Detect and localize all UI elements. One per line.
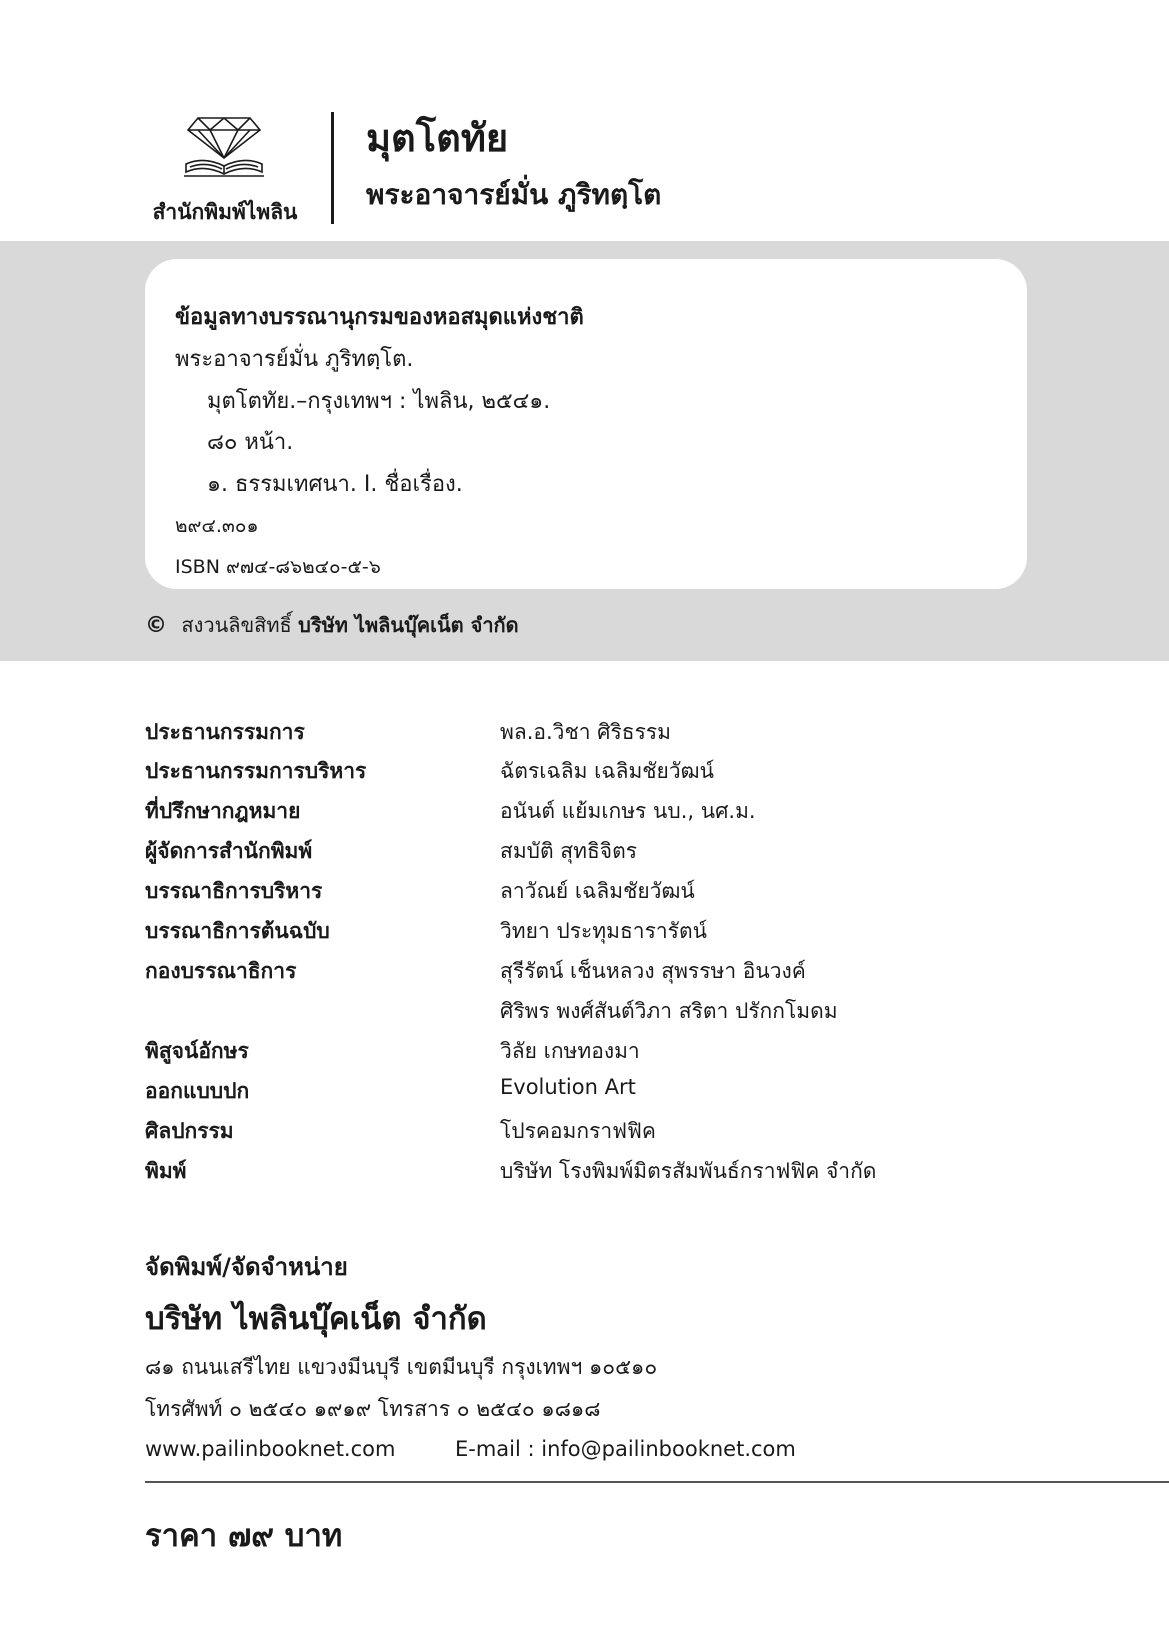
credit-row	[145, 915, 1045, 955]
credit-row	[145, 755, 1045, 795]
credit-name: พล.อ.วิชา ศิริธรรม	[500, 720, 672, 744]
copyright-holder: บริษัท ไพลินบุ๊คเน็ต จำกัด	[298, 613, 519, 637]
publisher-label: จัดพิมพ์/จัดจำหน่าย	[145, 1253, 348, 1281]
credit-row	[145, 1115, 1045, 1155]
publisher-logo	[140, 112, 310, 224]
credit-name: ลาวัณย์ เฉลิมชัยวัฒน์	[500, 879, 695, 903]
credit-role: บรรณาธิการบริหาร	[145, 879, 323, 903]
credit-role: พิมพ์	[145, 1159, 187, 1183]
publisher-website: www.pailinbooknet.com	[145, 1437, 396, 1461]
credit-name: ฉัตรเฉลิม เฉลิมชัยวัฒน์	[500, 759, 714, 783]
catalog-heading: ข้อมูลทางบรรณานุกรมของหอสมุดแห่งชาติ	[175, 305, 584, 330]
catalog-subject: ๑. ธรรมเทศนา. I. ชื่อเรื่อง.	[207, 472, 463, 497]
copyright-text: สงวนลิขสิทธิ์	[181, 613, 292, 637]
credit-name: ศิริพร พงศ์สันต์วิภา สริตา ปรักกโมดม	[500, 999, 838, 1023]
copyright-symbol: ©	[145, 613, 167, 638]
credit-name: วิลัย เกษทองมา	[500, 1039, 640, 1063]
price-label: ราคา ๗๙ บาท	[145, 1518, 343, 1554]
credit-row	[145, 835, 1045, 875]
catalog-classification: ๒๙๔.๓๐๑	[175, 515, 259, 537]
credit-row	[145, 995, 1045, 1035]
logo-caption: สำนักพิมพ์ไพลิน	[152, 200, 298, 224]
credit-role: บรรณาธิการต้นฉบับ	[145, 919, 330, 943]
credit-row	[145, 875, 1045, 915]
header-divider	[331, 112, 334, 224]
credit-name: Evolution Art	[500, 1075, 636, 1099]
diamond-book-logo-icon	[182, 112, 266, 178]
credit-name: อนันต์ แย้มเกษร นบ., นศ.ม.	[500, 799, 756, 823]
copyright-notice	[145, 609, 519, 641]
credit-role: ศิลปกรรม	[145, 1119, 234, 1143]
credit-row	[145, 1035, 1045, 1075]
credit-row	[145, 1075, 1045, 1115]
credit-role: กองบรรณาธิการ	[145, 959, 297, 983]
credit-row	[145, 955, 1045, 995]
book-title: มุตโตทัย	[366, 116, 509, 160]
publisher-name: บริษัท ไพลินบุ๊คเน็ต จำกัด	[145, 1301, 487, 1337]
catalog-card	[145, 259, 1027, 589]
credit-role: ออกแบบปก	[145, 1079, 250, 1103]
catalog-author: พระอาจารย์มั่น ภูริทตฺโต.	[175, 347, 414, 372]
credit-name: บริษัท โรงพิมพ์มิตรสัมพันธ์กราฟฟิค จำกัด	[500, 1159, 877, 1183]
publisher-email: E-mail : info@pailinbooknet.com	[455, 1437, 796, 1461]
footer-divider	[145, 1481, 1169, 1483]
catalog-pages: ๘๐ หน้า.	[207, 430, 294, 455]
page-header	[0, 0, 1169, 241]
credit-role: พิสูจน์อักษร	[145, 1039, 249, 1063]
book-author: พระอาจารย์มั่น ภูริทตฺโต	[366, 178, 662, 211]
credit-role: ประธานกรรมการบริหาร	[145, 759, 367, 783]
credit-name: โปรคอมกราฟฟิค	[500, 1119, 656, 1143]
credit-name: วิทยา ประทุมธารารัตน์	[500, 919, 707, 943]
publisher-address: ๘๑ ถนนเสรีไทย แขวงมีนบุรี เขตมีนบุรี กรุงเทพฯ ๑๐๕๑๐	[145, 1355, 658, 1379]
catalog-title: มุตโตทัย.–กรุงเทพฯ : ไพลิน, ๒๕๔๑.	[207, 389, 551, 414]
catalog-isbn: ISBN ๙๗๔-๘๖๒๔๐-๕-๖	[175, 556, 381, 578]
credit-name: สุรีรัตน์ เช็นหลวง สุพรรษา อินวงค์	[500, 959, 806, 983]
credit-name: สมบัติ สุทธิจิตร	[500, 839, 638, 863]
publisher-phone: โทรศัพท์ ๐ ๒๕๔๐ ๑๙๑๙ โทรสาร ๐ ๒๕๔๐ ๑๘๑๘	[145, 1397, 601, 1421]
credit-row	[145, 716, 1045, 756]
credit-row	[145, 795, 1045, 835]
credit-role: ที่ปรึกษากฎหมาย	[145, 799, 301, 823]
credit-role: ประธานกรรมการ	[145, 720, 305, 744]
credit-role: ผู้จัดการสำนักพิมพ์	[145, 839, 313, 863]
catalog-band	[0, 241, 1169, 661]
credit-row	[145, 1155, 1045, 1195]
